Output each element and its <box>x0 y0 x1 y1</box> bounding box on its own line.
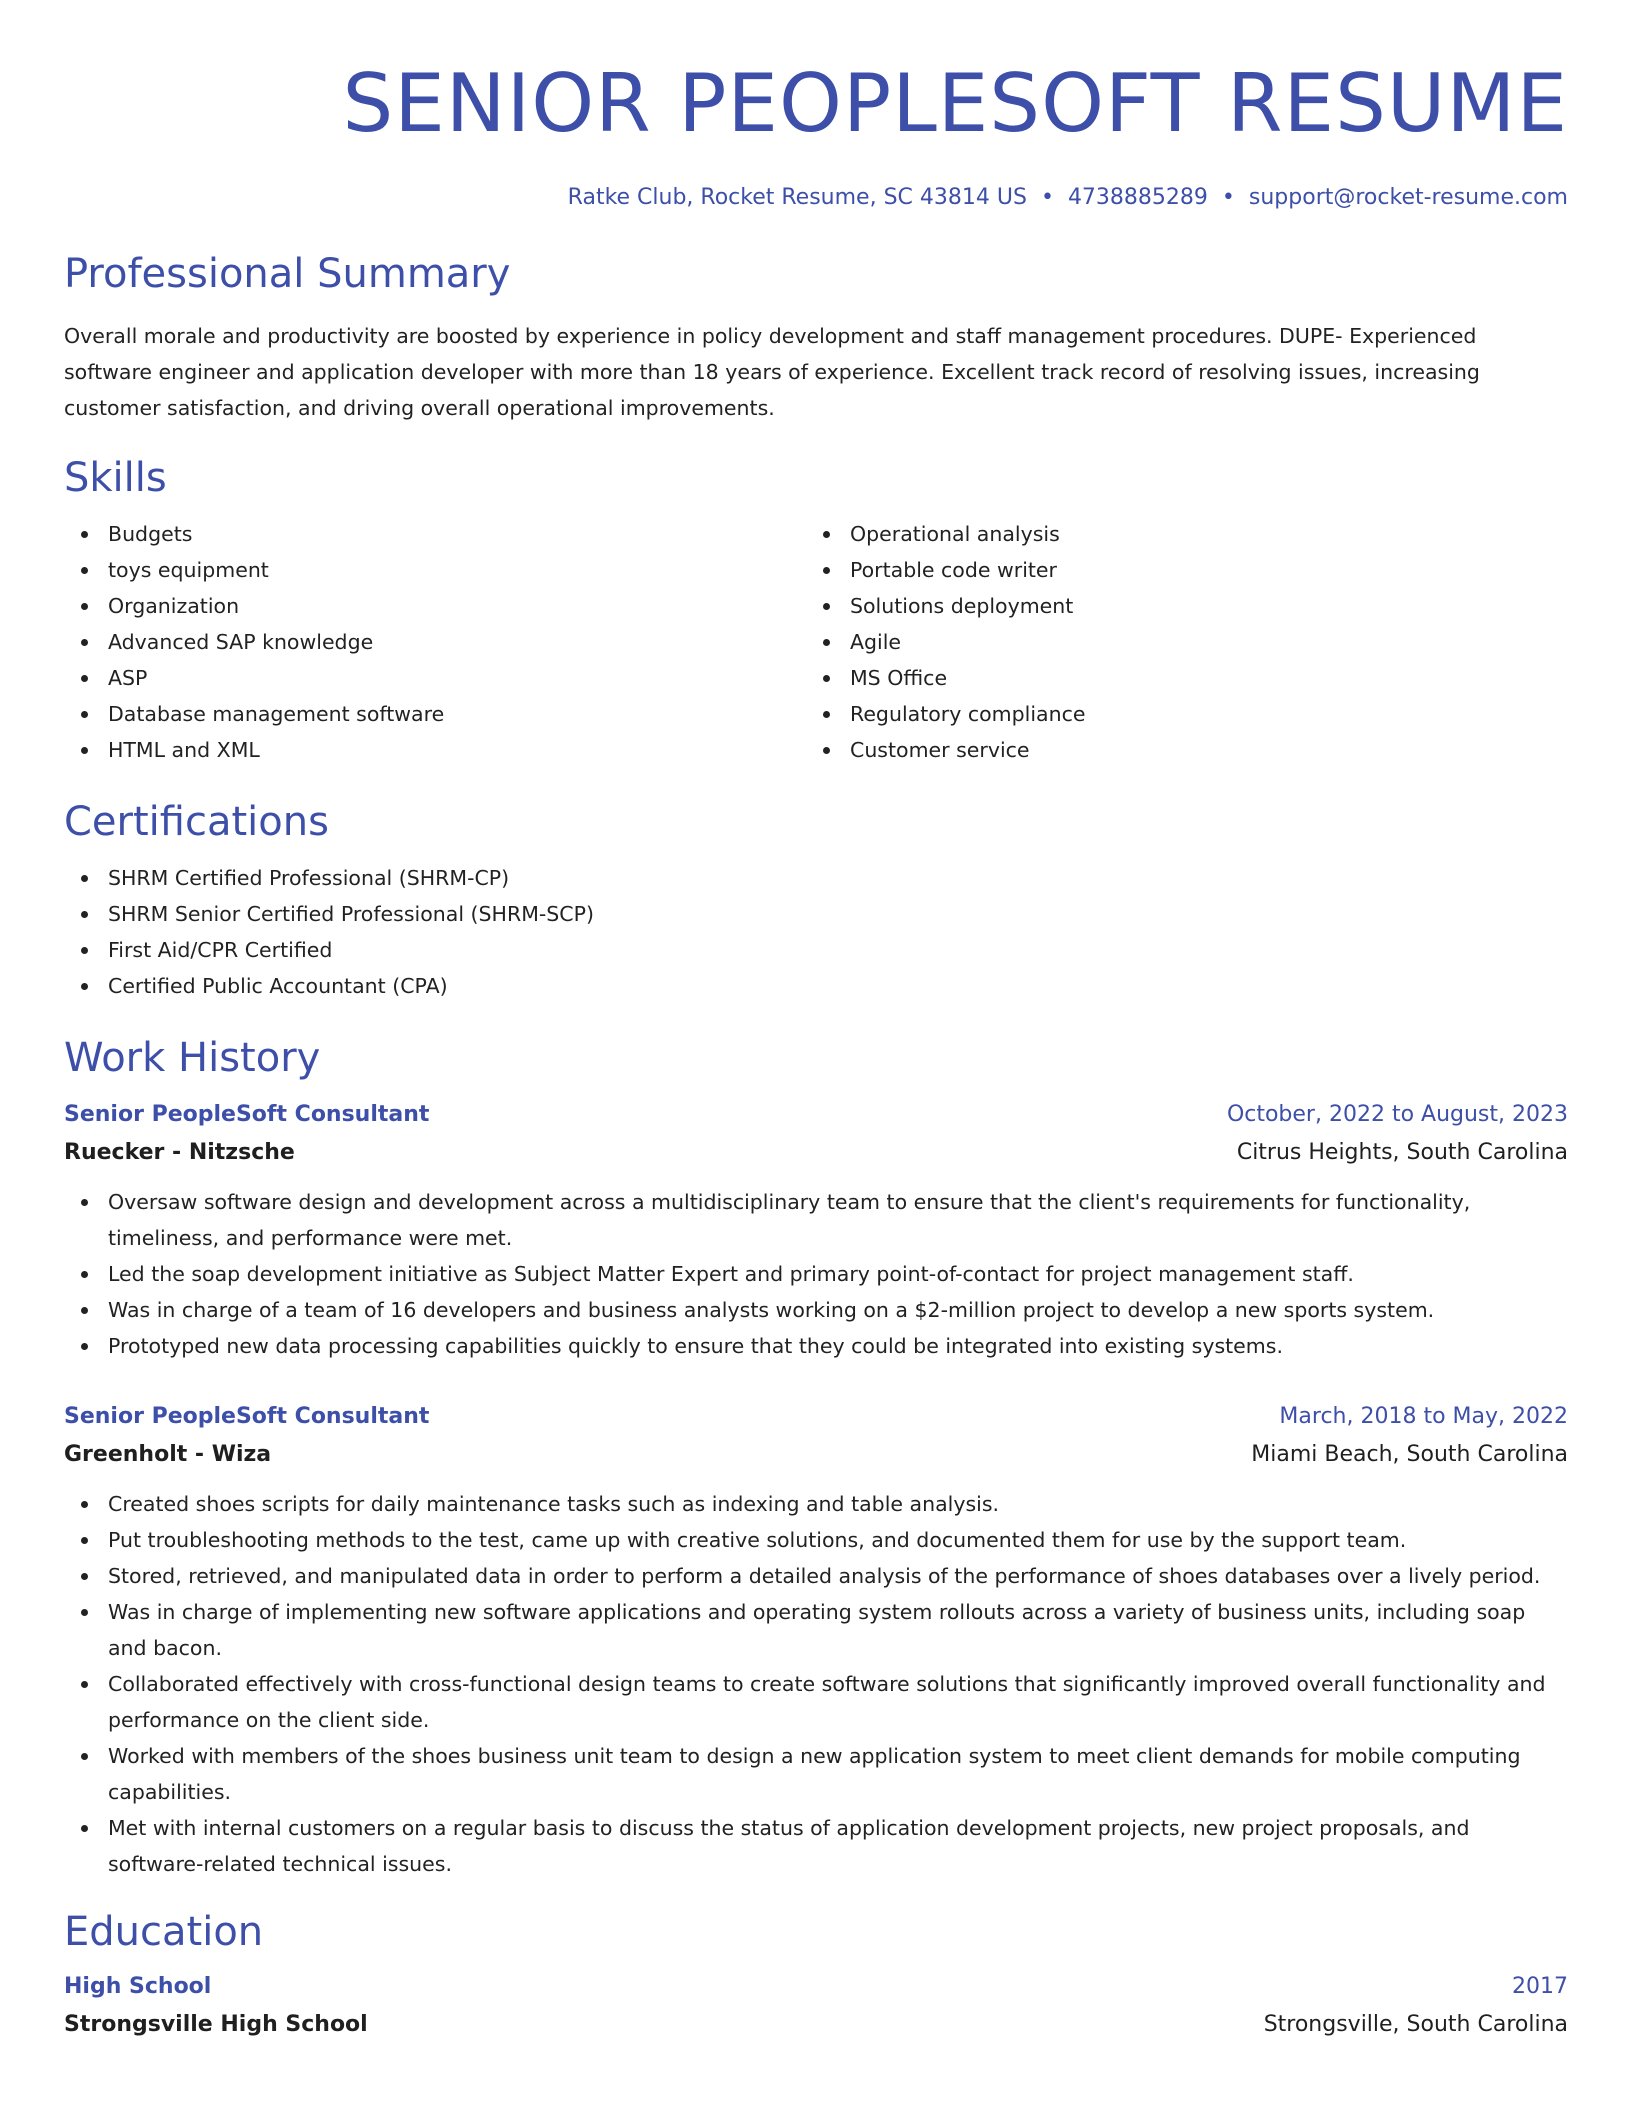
skill-item: Database management software <box>64 696 806 732</box>
skill-item: Agile <box>806 624 1548 660</box>
education-school: Strongsville High School <box>64 2012 368 2037</box>
skill-item: Organization <box>64 588 806 624</box>
job-bullet: Met with internal customers on a regular basis to discuss the status of application development projects, new project proposals, and software-related technical issues. <box>64 1810 1568 1882</box>
job-bullet: Created shoes scripts for daily maintenance tasks such as indexing and table analysis. <box>64 1486 1568 1522</box>
education-year: 2017 <box>1512 1974 1568 1999</box>
certification-item: SHRM Senior Certified Professional (SHRM-SCP) <box>64 896 1568 932</box>
certification-item: SHRM Certified Professional (SHRM-CP) <box>64 860 1568 896</box>
skill-item: Operational analysis <box>806 516 1548 552</box>
job-company: Greenholt - Wiza <box>64 1442 272 1467</box>
work-history-section <box>64 1034 1568 1882</box>
skill-item: toys equipment <box>64 552 806 588</box>
education-degree: High School <box>64 1974 212 1999</box>
summary-section <box>64 250 1568 426</box>
job-bullet: Was in charge of a team of 16 developers and business analysts working on a $2-million project to develop a new sports system. <box>64 1292 1568 1328</box>
skills-left-list <box>64 516 806 768</box>
job-bullets <box>64 1486 1568 1882</box>
job-header-row <box>64 1398 1568 1436</box>
job-bullet: Stored, retrieved, and manipulated data in order to perform a detailed analysis of the performance of shoes databases over a lively period. <box>64 1558 1568 1594</box>
skills-section <box>64 454 1568 768</box>
skill-item: Solutions deployment <box>806 588 1548 624</box>
job-location: Citrus Heights, South Carolina <box>1236 1140 1568 1165</box>
education-entry <box>64 1968 1568 2044</box>
job-entry <box>64 1096 1568 1364</box>
job-bullet: Collaborated effectively with cross-functional design teams to create software solutions that significantly improved overall functionality and performance on the client side. <box>64 1666 1568 1738</box>
job-company-row <box>64 1134 1568 1172</box>
skill-item: Advanced SAP knowledge <box>64 624 806 660</box>
skill-item: MS Office <box>806 660 1548 696</box>
job-dates: March, 2018 to May, 2022 <box>1279 1404 1568 1429</box>
certifications-section <box>64 798 1568 1004</box>
skill-item: Portable code writer <box>806 552 1548 588</box>
contact-email[interactable]: support@rocket-resume.com <box>1248 185 1568 210</box>
job-bullet: Prototyped new data processing capabilities quickly to ensure that they could be integrated into existing systems. <box>64 1328 1568 1364</box>
job-bullet: Oversaw software design and development across a multidisciplinary team to ensure that the client's requirements for functionality, timeliness, and performance were met. <box>64 1184 1568 1256</box>
skills-right-list <box>806 516 1548 768</box>
education-section <box>64 1908 1568 2044</box>
resume-title: SENIOR PEOPLESOFT RESUME <box>342 57 1568 150</box>
job-bullets <box>64 1184 1568 1364</box>
work-history-heading: Work History <box>64 1035 321 1081</box>
contact-phone: 4738885289 <box>1067 185 1208 210</box>
certification-item: First Aid/CPR Certified <box>64 932 1568 968</box>
skill-item: Regulatory compliance <box>806 696 1548 732</box>
skill-item: Budgets <box>64 516 806 552</box>
summary-text: Overall morale and productivity are boosted by experience in policy development and staff management procedures. DUPE- Experienced software engineer and application developer with more than 18 years of experience. Excellent track record of resolving issues, increasing customer satisfaction, and driving overall operational improvements. <box>64 324 1480 420</box>
job-role: Senior PeopleSoft Consultant <box>64 1102 430 1127</box>
job-company: Ruecker - Nitzsche <box>64 1140 295 1165</box>
summary-heading: Professional Summary <box>64 251 511 297</box>
job-company-row <box>64 1436 1568 1474</box>
skill-item: Customer service <box>806 732 1548 768</box>
contact-separator: • <box>1040 185 1054 210</box>
job-bullet: Put troubleshooting methods to the test, came up with creative solutions, and documented them for use by the support team. <box>64 1522 1568 1558</box>
resume-header <box>64 0 1568 212</box>
job-entry <box>64 1398 1568 1882</box>
education-heading: Education <box>64 1909 264 1955</box>
job-location: Miami Beach, South Carolina <box>1251 1442 1568 1467</box>
education-header-row <box>64 1968 1568 2006</box>
education-school-row <box>64 2006 1568 2044</box>
job-header-row <box>64 1096 1568 1134</box>
certifications-heading: Certifications <box>64 799 329 845</box>
job-bullet: Led the soap development initiative as Subject Matter Expert and primary point-of-contact for project management staff. <box>64 1256 1568 1292</box>
skills-columns <box>64 516 1568 768</box>
skills-heading: Skills <box>64 455 167 501</box>
skill-item: HTML and XML <box>64 732 806 768</box>
certifications-list <box>64 860 1568 1004</box>
contact-address: Ratke Club, Rocket Resume, SC 43814 US <box>567 185 1027 210</box>
certification-item: Certified Public Accountant (CPA) <box>64 968 1568 1004</box>
skill-item: ASP <box>64 660 806 696</box>
job-bullet: Worked with members of the shoes business unit team to design a new application system to meet client demands for mobile computing capabilities. <box>64 1738 1568 1810</box>
job-role: Senior PeopleSoft Consultant <box>64 1404 430 1429</box>
job-bullet: Was in charge of implementing new software applications and operating system rollouts across a variety of business units, including soap and bacon. <box>64 1594 1568 1666</box>
job-dates: October, 2022 to August, 2023 <box>1226 1102 1568 1127</box>
contact-separator: • <box>1221 185 1235 210</box>
education-location: Strongsville, South Carolina <box>1263 2012 1568 2037</box>
contact-line <box>64 184 1568 212</box>
